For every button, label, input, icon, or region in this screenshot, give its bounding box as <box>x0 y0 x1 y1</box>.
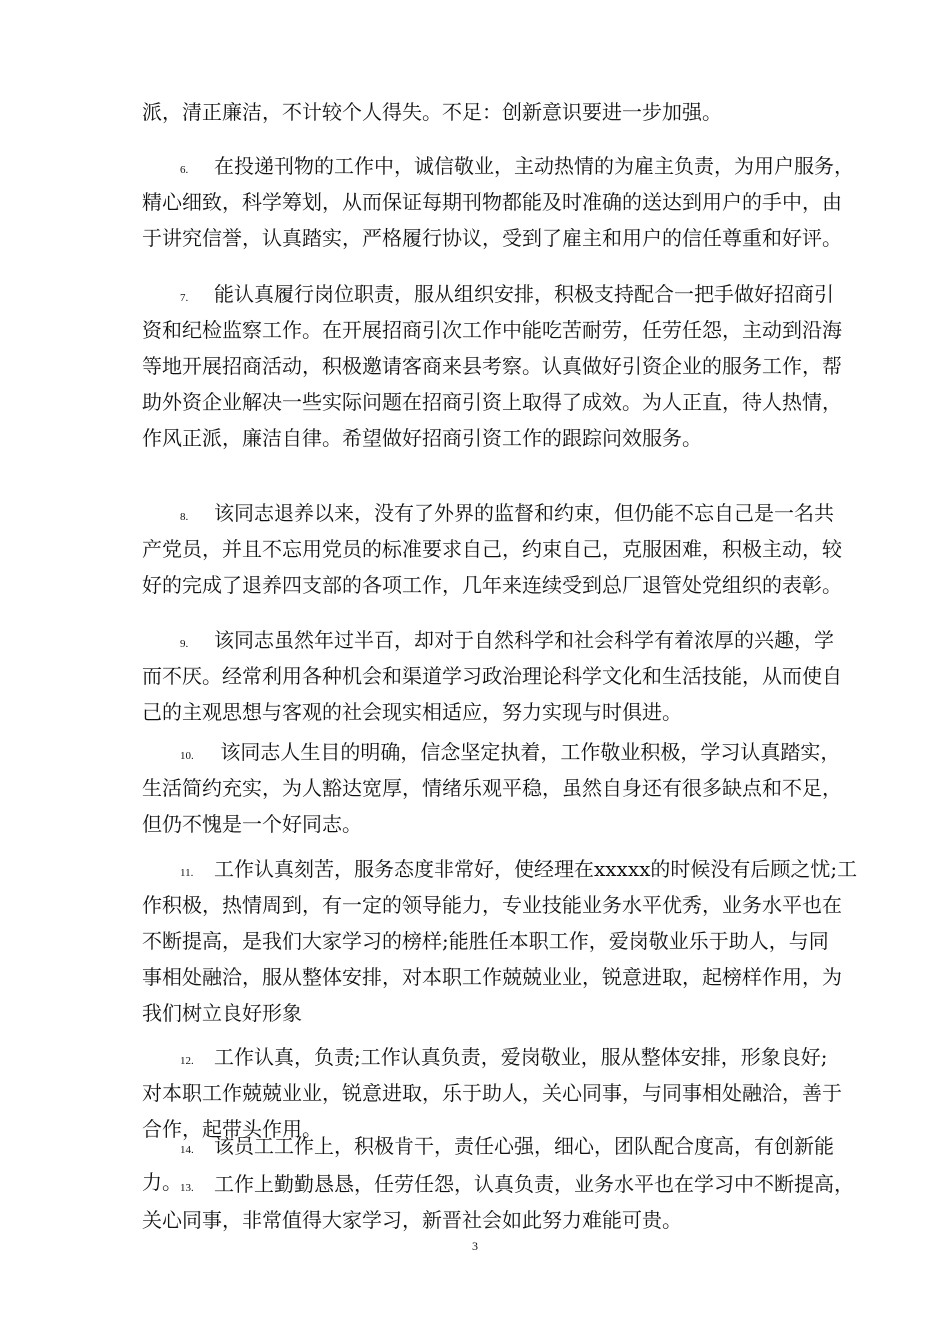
line-text: 该同志退养以来，没有了外界的监督和约束，但仍能不忘自己是一名共 <box>214 501 834 525</box>
line-text: 产党员，并且不忘用党员的标准要求自己，约束自己，克服困难，积极主动，较 <box>142 537 842 561</box>
line-text: 于讲究信誉，认真踏实，严格履行协议，受到了雇主和用户的信任尊重和好评。 <box>142 226 842 250</box>
paragraph-line <box>142 887 842 923</box>
line-text: 该员工工作上，积极肯干，责任心强，细心，团队配合度高，有创新能 <box>214 1134 834 1158</box>
line-text: 好的完成了退养四支部的各项工作，几年来连续受到总厂退管处党组织的表彰。 <box>142 573 842 597</box>
list-number: 8. <box>180 511 189 523</box>
line-text: 力。 <box>142 1170 182 1194</box>
line-text: 该同志人生目的明确，信念坚定执着，工作敬业积极，学习认真踏实， <box>214 740 841 764</box>
paragraph-line <box>142 1075 842 1111</box>
line-text: 能认真履行岗位职责，服从组织安排，积极支持配合一把手做好招商引 <box>214 282 834 306</box>
line-text: 等地开展招商活动，积极邀请客商来县考察。认真做好引资企业的服务工作，帮 <box>142 354 842 378</box>
list-number: 7. <box>180 292 189 304</box>
paragraph-line <box>142 567 842 603</box>
paragraph-line <box>142 658 842 694</box>
line-text: 工作上勤勤恳恳，任劳任怨，认真负责，业务水平也在学习中不断提高， <box>214 1172 854 1196</box>
paragraph-line <box>142 1128 834 1164</box>
paragraph-line <box>142 851 858 887</box>
paragraph-line <box>142 420 814 456</box>
paragraph-line <box>142 1202 814 1238</box>
line-text: 派，清正廉洁，不计较个人得失。不足：创新意识要进一步加强。 <box>142 100 722 124</box>
line-text: 而不厌。经常利用各种机会和渠道学习政治理论科学文化和生活技能，从而使自 <box>142 664 842 688</box>
paragraph-line <box>142 1039 828 1075</box>
list-number: 14. <box>180 1144 194 1156</box>
paragraph <box>142 94 814 130</box>
line-text: 对本职工作兢兢业业，锐意进取，乐于助人，关心同事，与同事相处融洽，善于 <box>142 1081 842 1105</box>
line-text: 不断提高，是我们大家学习的榜样;能胜任本职工作，爱岗敬业乐于助人，与同 <box>142 929 829 953</box>
paragraph-line <box>142 531 842 567</box>
line-text: 精心细致，科学筹划，从而保证每期刊物都能及时准确的送达到用户的手中，由 <box>142 190 842 214</box>
line-text: 资和纪检监察工作。在开展招商引次工作中能吃苦耐劳，任劳任怨，主动到沿海 <box>142 318 842 342</box>
list-number: 9. <box>180 638 189 650</box>
paragraph-line <box>142 184 842 220</box>
paragraph-line <box>142 148 854 184</box>
paragraph-line <box>142 276 834 312</box>
paragraph-line <box>142 1164 814 1200</box>
line-text: 作积极，热情周到，有一定的领导能力，专业技能业务水平优秀，业务水平也在 <box>142 893 842 917</box>
line-text: 我们树立良好形象 <box>142 1001 302 1025</box>
list-number: 11. <box>180 867 194 879</box>
list-number: 13. <box>180 1182 194 1194</box>
paragraph <box>142 148 854 256</box>
paragraph-line <box>142 923 829 959</box>
paragraph-line <box>142 734 841 770</box>
paragraph <box>142 622 842 730</box>
paragraph-line <box>142 806 814 842</box>
paragraph <box>142 276 842 456</box>
line-text: 但仍不愧是一个好同志。 <box>142 812 362 836</box>
paragraph <box>142 734 842 842</box>
paragraph-line <box>142 312 842 348</box>
paragraph <box>142 495 842 603</box>
paragraph-line <box>142 495 834 531</box>
line-text: 工作认真，负责;工作认真负责，爱岗敬业，服从整体安排，形象良好; <box>214 1045 828 1069</box>
line-text: 合作，起带头作用。 <box>142 1117 322 1141</box>
paragraph <box>142 851 858 1031</box>
list-number: 10. <box>180 750 194 762</box>
paragraph-line <box>142 348 842 384</box>
paragraph-line <box>142 220 842 256</box>
paragraph-line <box>142 770 842 806</box>
list-number: 6. <box>180 164 189 176</box>
paragraph <box>142 1128 834 1200</box>
paragraph-line <box>142 959 842 995</box>
line-text: 关心同事，非常值得大家学习，新晋社会如此努力难能可贵。 <box>142 1208 682 1232</box>
line-text: 作风正派，廉洁自律。希望做好招商引资工作的跟踪问效服务。 <box>142 426 702 450</box>
paragraph-line <box>142 995 814 1031</box>
line-text: 生活简约充实，为人豁达宽厚，情绪乐观平稳，虽然自身还有很多缺点和不足， <box>142 776 842 800</box>
line-text: 该同志虽然年过半百，却对于自然科学和社会科学有着浓厚的兴趣，学 <box>214 628 834 652</box>
line-text: 己的主观思想与客观的社会现实相适应，努力实现与时俱进。 <box>142 700 682 724</box>
line-text: 助外资企业解决一些实际问题在招商引资上取得了成效。为人正直，待人热情， <box>142 390 842 414</box>
list-number: 12. <box>180 1055 194 1067</box>
paragraph-line <box>142 384 842 420</box>
paragraph-line <box>142 622 834 658</box>
paragraph-line <box>142 694 814 730</box>
paragraph-line <box>142 94 814 130</box>
line-text: 工作认真刻苦，服务态度非常好，使经理在xxxxx的时候没有后顾之忧;工 <box>214 857 858 881</box>
line-text: 事相处融洽，服从整体安排，对本职工作兢兢业业，锐意进取，起榜样作用，为 <box>142 965 842 989</box>
line-text: 在投递刊物的工作中，诚信敬业，主动热情的为雇主负责，为用户服务， <box>214 154 854 178</box>
page-number: 3 <box>472 1239 478 1253</box>
